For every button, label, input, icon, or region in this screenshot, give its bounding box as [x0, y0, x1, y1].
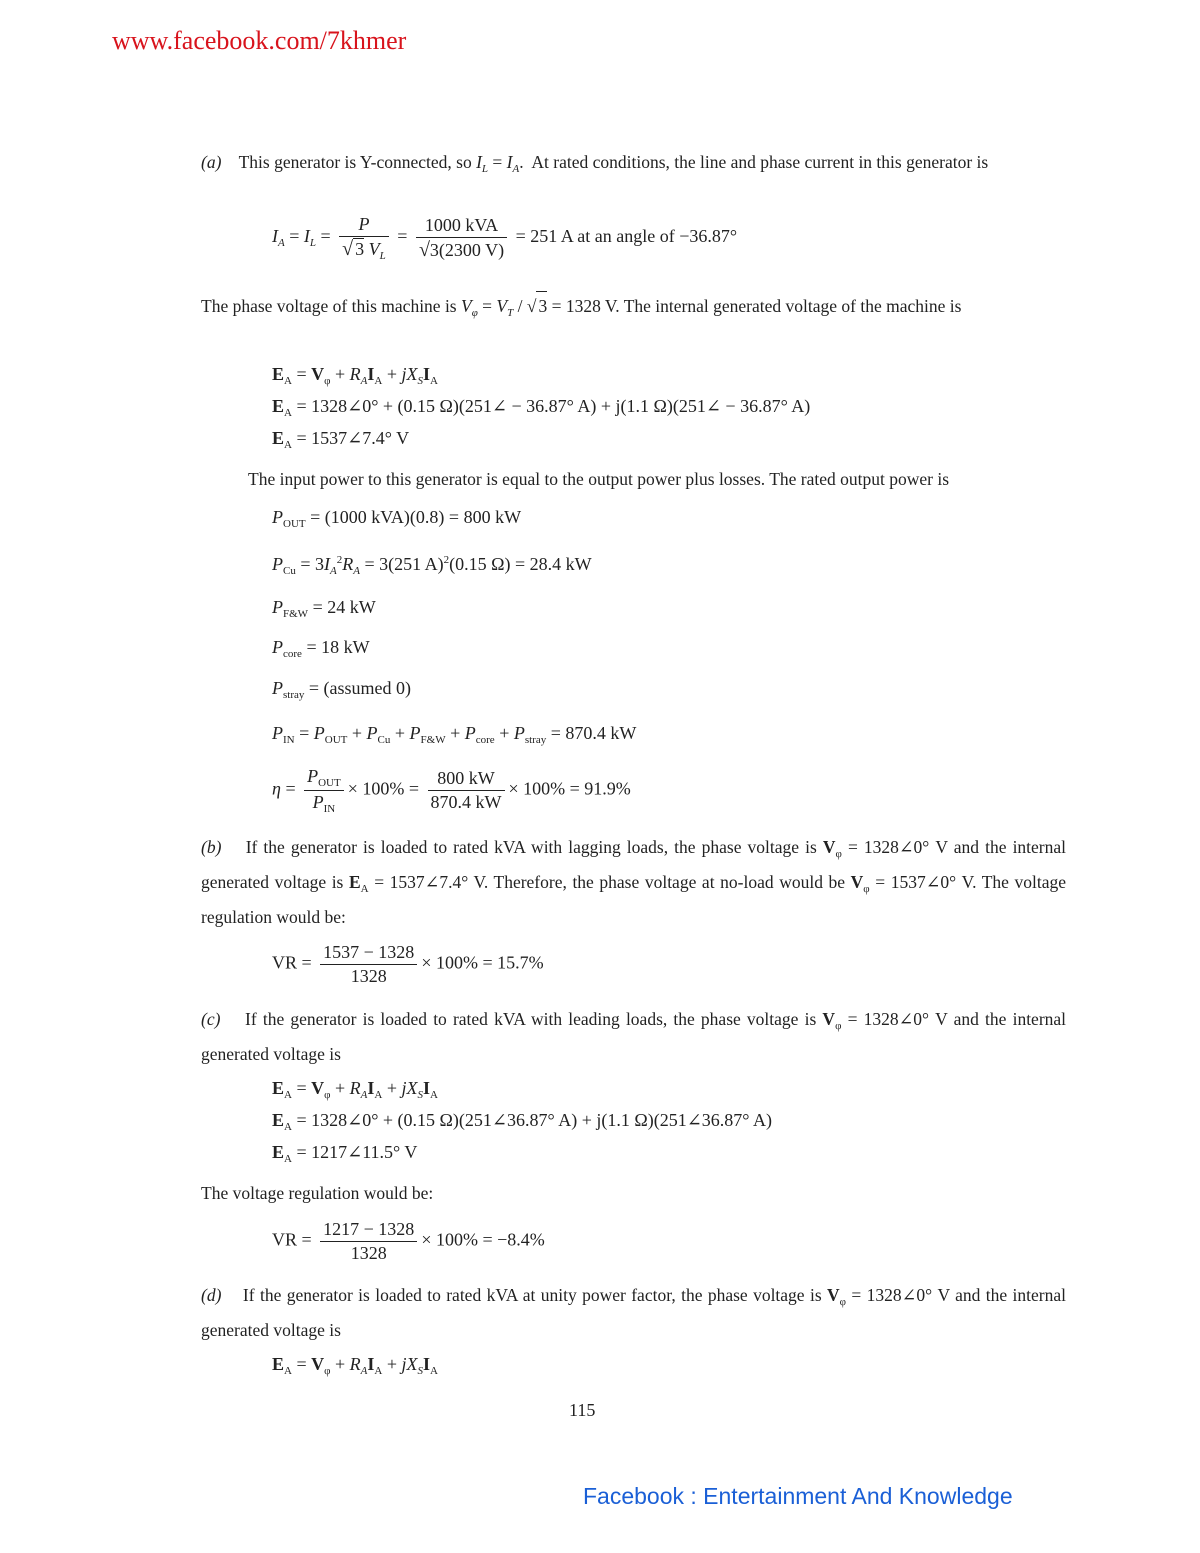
ea-eq-1: $E_A = V_\varphi + R_AI_A + jX_SI_A$ — [272, 364, 438, 387]
part-c-text-2: and the internal generated voltage is — [201, 1009, 1067, 1064]
p-cu: $P_{Cu} = 3I_A^2R_A = 3(251$ A)$^2$(0.15 Ω) = 28.4 kW — [272, 554, 592, 577]
p-fw-value: = 24 kW — [312, 597, 376, 617]
part-d-text: (d) If the generator is loaded to rated kVA at unity power factor, the phase voltage is $V_\varphi$ = 1328∠0° V and the internal generated voltage is — [201, 1285, 1067, 1340]
part-a-intro: (a) This generator is Y-connected, so $I_L = I_A$. At rated conditions, the line and phase current in this generator is — [201, 152, 989, 175]
p-out: $P_{OUT} = (1000$ kVA)(0.8) = 800 kW — [272, 507, 522, 530]
header-link[interactable]: www.facebook.com/7khmer — [112, 26, 407, 55]
part-b-text: (b) If the generator is loaded to rated kVA with lagging loads, the phase voltage is $V_\varphi$ = 1328∠0° V and the internal generated voltage is $E_A$ = 1537∠7.4° V. Therefore, the phase voltage at no-load would be $V_\varphi$ = 1537∠0° V. The voltage regulation would be: — [201, 837, 1067, 927]
eq-current: $I_A = I_L$ = $\frac{P}{√ 3 V_L}$ = $\frac{\text{1000 kVA}}{√3(2300 V)}$ = 251 A at an angle of −36.87° — [272, 214, 738, 262]
part-b-v-noload: = 1537∠0° V — [875, 872, 973, 892]
part-b-text-3: . Therefore, the phase voltage at no-load would be — [483, 872, 846, 892]
part-b-e-a: = 1537∠7.4° V — [374, 872, 484, 892]
p-stray: $P_{stray}$ = (assumed 0) — [272, 678, 412, 701]
vr-c-result: × 100% = −8.4% — [421, 1229, 545, 1250]
vr-intro-c: The voltage regulation would be: — [201, 1183, 434, 1203]
p-core-value: = 18 kW — [306, 637, 370, 657]
part-b-text-2: and the internal generated voltage is — [201, 837, 1067, 892]
p-out-value: = (1000 kVA)(0.8) = 800 kW — [310, 507, 522, 527]
current-frac-num: 1000 kVA — [416, 215, 507, 238]
p-fw: $P_{F\&W} = 24$ kW — [272, 597, 376, 620]
part-c-label: (c) — [201, 1009, 221, 1029]
part-a-intro-text: This generator is Y-connected, so — [238, 152, 472, 172]
eff-result: × 100% = 91.9% — [508, 778, 631, 799]
phase-text-2: . The internal generated voltage of the machine is — [615, 296, 962, 316]
part-b-text-1: If the generator is loaded to rated kVA with lagging loads, the phase voltage is — [245, 837, 817, 857]
phase-voltage-text: The phase voltage of this machine is $V_\varphi = V_T$ / √ 3 = 1328 V. The internal generated voltage of the machine is — [201, 291, 1066, 327]
vr-eq-b: VR = $\frac{1537 - 1328}{1328}$ × 100% = 15.7% — [272, 942, 544, 986]
page-number: 115 — [569, 1400, 596, 1420]
part-a-label: (a) — [201, 152, 222, 172]
vr-c-den: 1328 — [350, 1243, 387, 1263]
vr-c-num: 1217 − 1328 — [320, 1219, 417, 1242]
p-stray-value: = (assumed 0) — [308, 678, 412, 698]
part-c-text-1: If the generator is loaded to rated kVA with leading loads, the phase voltage is — [245, 1009, 817, 1029]
ea-line-3: = 1537∠7.4° V — [296, 428, 410, 448]
current-frac-den: 3(2300 V) — [429, 239, 505, 260]
part-b-text-4: . The voltage regulation would be: — [201, 872, 1067, 927]
part-a-intro-text-2: At rated conditions, the line and phase current in this generator is — [531, 152, 989, 172]
p-core: $P_{core} = 18$ kW — [272, 637, 370, 660]
power-intro: The input power to this generator is equal to the output power plus losses. The rated output power is — [248, 469, 949, 489]
part-c-text: (c) If the generator is loaded to rated kVA with leading loads, the phase voltage is $V_\varphi$ = 1328∠0° V and the internal generated voltage is — [201, 1009, 1067, 1064]
part-b-label: (b) — [201, 837, 222, 857]
phase-text-1: The phase voltage of this machine is — [201, 296, 457, 316]
part-d-v-phase: = 1328∠0° V — [851, 1285, 950, 1305]
ea-c-eq-1: $E_A = V_\varphi + R_AI_A + jX_SI_A$ — [272, 1078, 438, 1101]
part-d-text-1: If the generator is loaded to rated kVA at unity power factor, the phase voltage is — [242, 1285, 822, 1305]
p-in-value: = 870.4 kW — [550, 723, 637, 743]
eff-den: 870.4 kW — [430, 792, 502, 812]
efficiency-eq: η = $\frac{P_{OUT}}{P_{IN}}$ × 100% = $\frac{800 kW}{870.4 kW}$ × 100% = 91.9% — [272, 766, 631, 815]
eff-num: 800 kW — [428, 768, 505, 791]
footer-text[interactable]: Facebook : Entertainment And Knowledge — [583, 1483, 1013, 1509]
ea-d-eq-1: $E_A = V_\varphi + R_AI_A + jX_SI_A$ — [272, 1354, 438, 1377]
vr-b-num: 1537 − 1328 — [320, 942, 417, 965]
vr-eq-c: VR = $\frac{1217 - 1328}{1328}$ × 100% = −8.4% — [272, 1219, 545, 1263]
phase-value: = 1328 V — [551, 296, 616, 316]
part-c-v-phase: = 1328∠0° V — [847, 1009, 948, 1029]
part-b-v-phase: = 1328∠0° V — [847, 837, 948, 857]
part-d-text-2: and the internal generated voltage is — [201, 1285, 1067, 1340]
ea-c-eq-2: $E_A$ = 1328∠0° + (0.15 Ω)(251∠36.87° A) + j(1.1 Ω)(251∠36.87° A) — [272, 1110, 772, 1133]
ea-line-2: = 1328∠0° + (0.15 Ω)(251∠ − 36.87° A) + j(1.1 Ω)(251∠ − 36.87° A) — [296, 396, 811, 416]
vr-b-result: × 100% = 15.7% — [421, 952, 544, 973]
ea-c-line-3: = 1217∠11.5° V — [296, 1142, 418, 1162]
ea-eq-3: $E_A$ = 1537∠7.4° V — [272, 428, 410, 451]
current-result: = 251 A at an angle of −36.87° — [515, 226, 738, 247]
ea-c-eq-3: $E_A$ = 1217∠11.5° V — [272, 1142, 418, 1165]
part-d-label: (d) — [201, 1285, 222, 1305]
vr-b-den: 1328 — [350, 966, 387, 986]
p-in: $P_{IN} = P_{OUT} + P_{Cu} + P_{F\&W} + P_{core} + P_{stray} = 870.4$ kW — [272, 723, 637, 746]
p-cu-tail: (0.15 Ω) = 28.4 kW — [449, 554, 592, 574]
ea-eq-2: $E_A$ = 1328∠0° + (0.15 Ω)(251∠ − 36.87° A) + j(1.1 Ω)(251∠ − 36.87° A) — [272, 396, 811, 419]
ea-c-line-2: = 1328∠0° + (0.15 Ω)(251∠36.87° A) + j(1.1 Ω)(251∠36.87° A) — [296, 1110, 772, 1130]
p-cu-value: = 3(251 A) — [364, 554, 444, 574]
